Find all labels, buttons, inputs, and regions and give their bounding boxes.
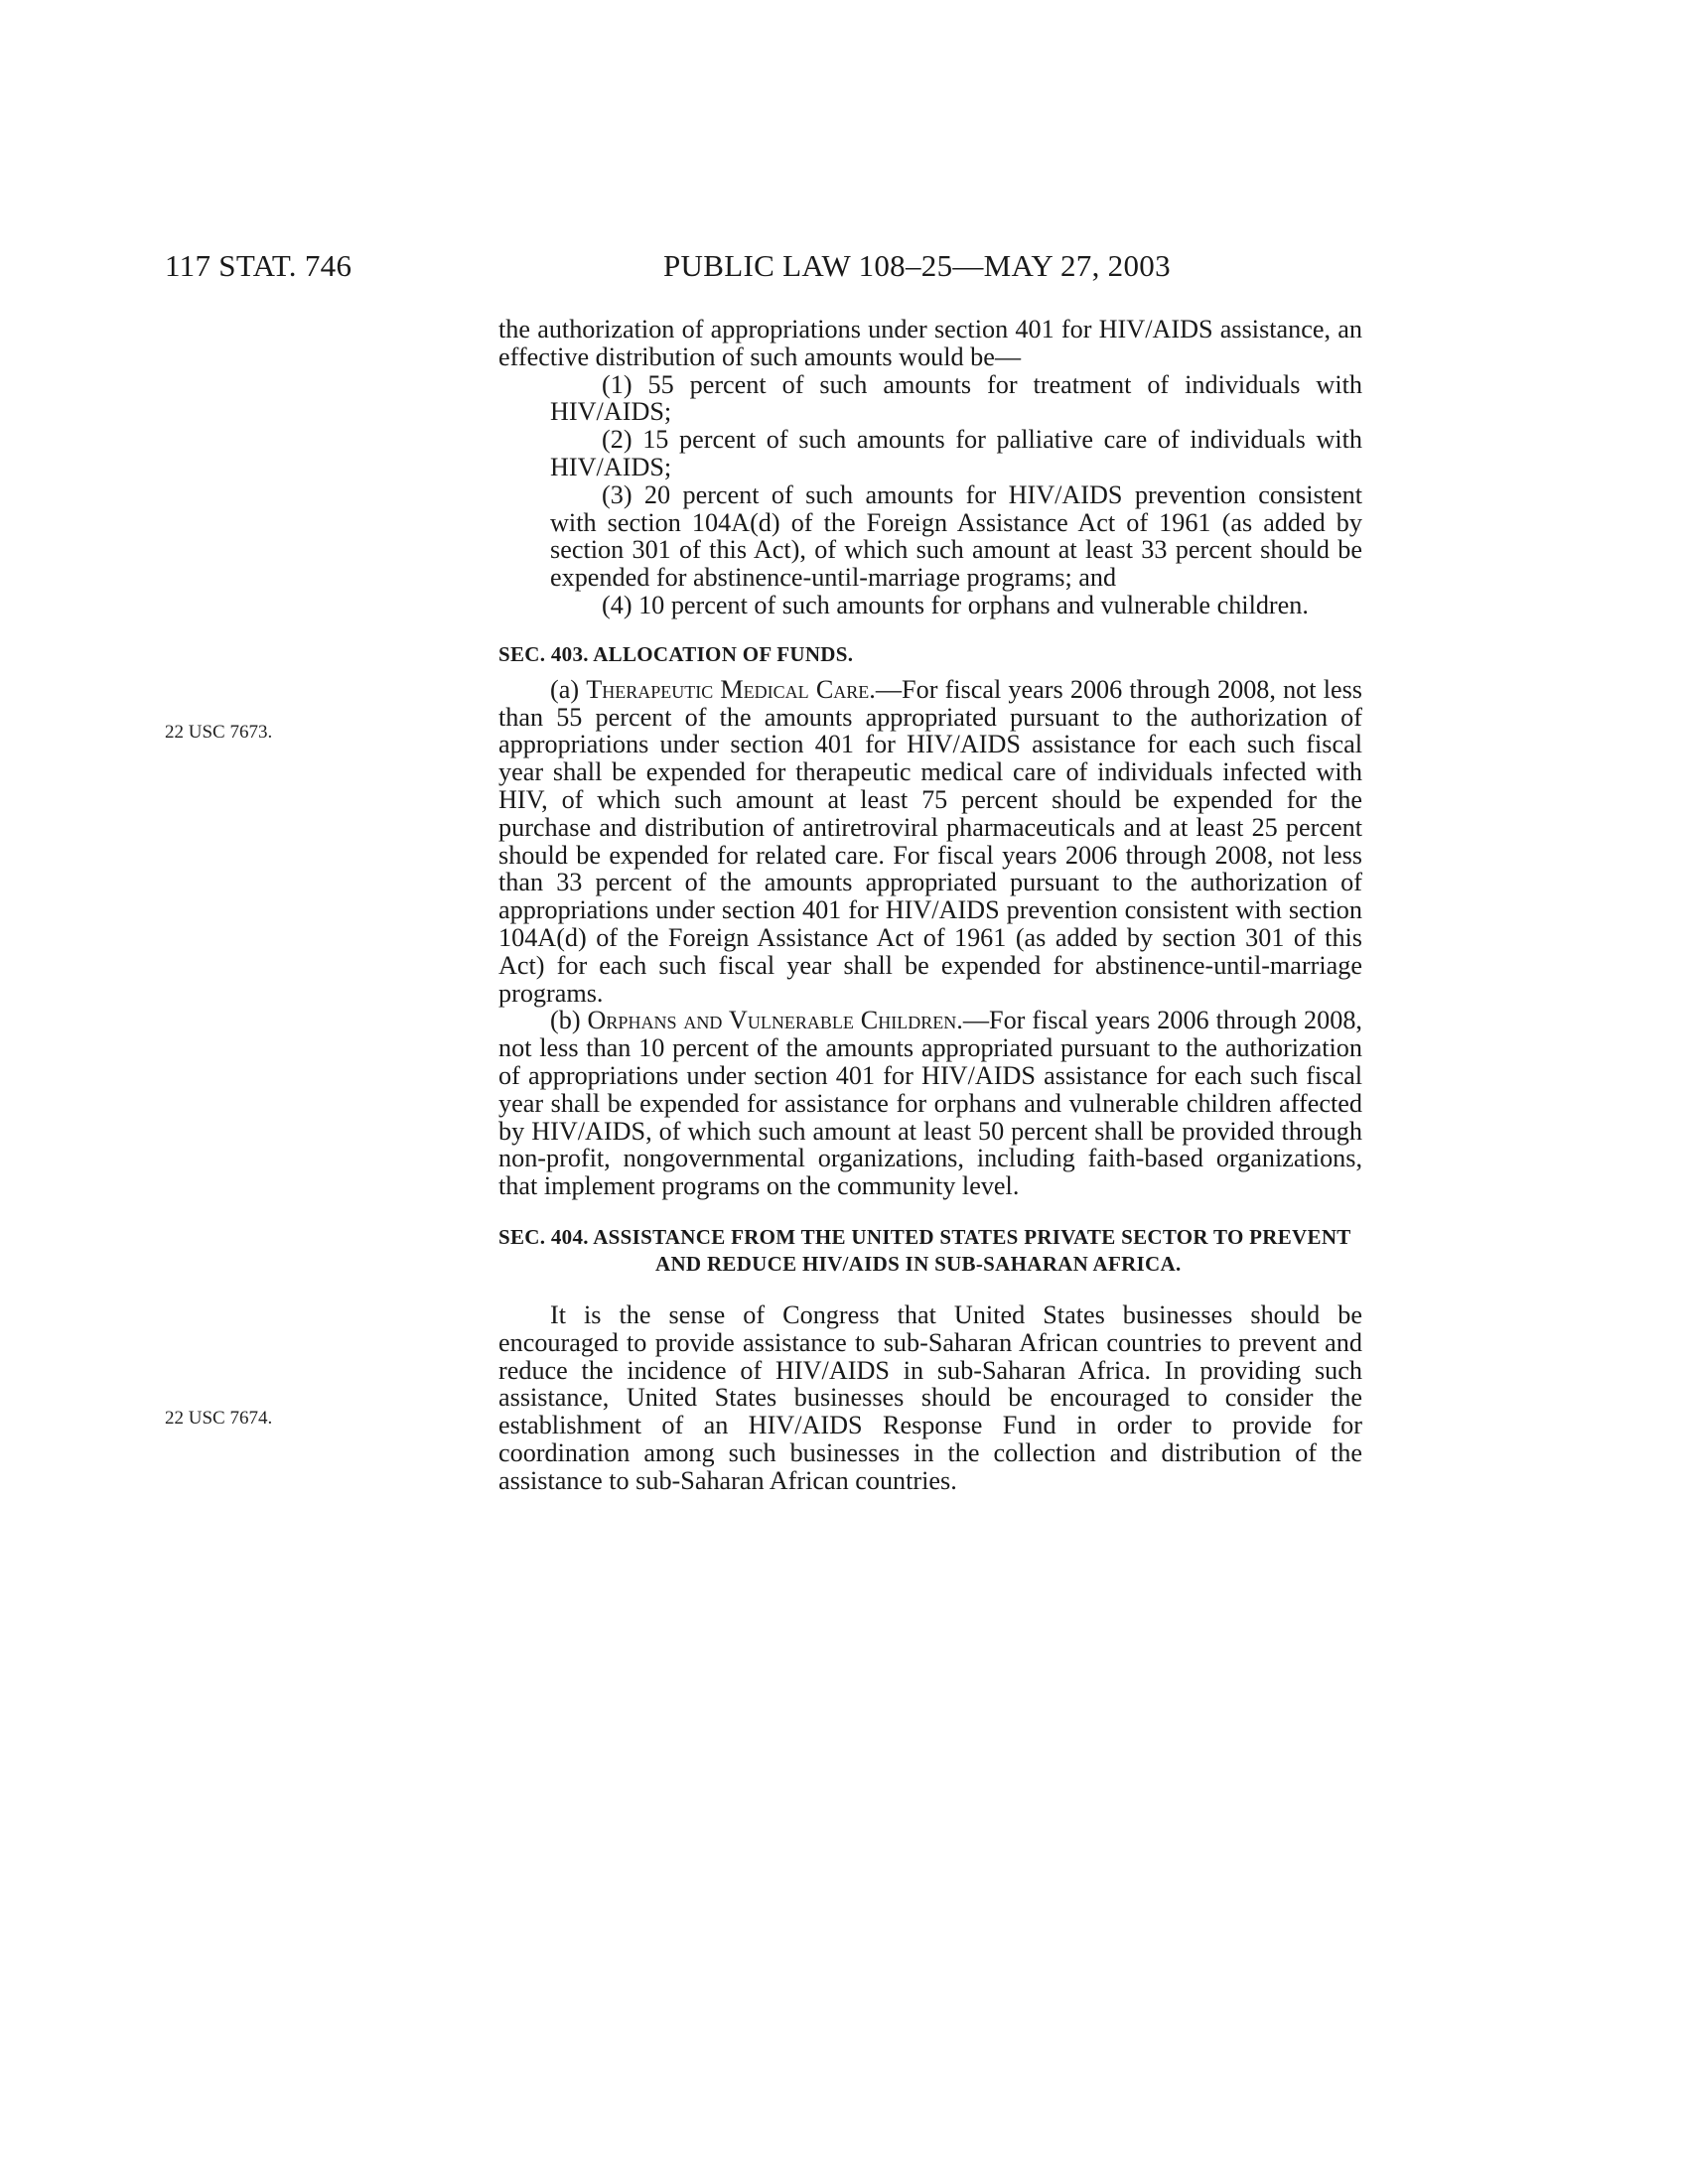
subsection-b-label: (b) <box>550 1006 588 1035</box>
subsection-a-text: .—For fiscal years 2006 through 2008, not less than 55 percent of the amounts appropriated pursuant to the authorization of appropriations under section 401 for HIV/AIDS assistance for each such fiscal year shall be expended for therapeutic medical care of individuals infected with HIV, of which such amount at least 75 percent should be expended for the purchase and distribution of antiretroviral pharmaceuticals and at least 25 percent should be expended for related care. For fiscal years 2006 through 2008, not less than 33 percent of the amounts appropriated pursuant to the authorization of appropriations under section 401 for HIV/AIDS prevention consistent with section 104A(d) of the Foreign Assistance Act of 1961 (as added by section 301 of this Act) for each such fiscal year shall be expended for abstinence-until-marriage programs. <box>498 674 1362 1008</box>
section-403-subsection-a <box>498 676 1362 1008</box>
list-item-4: (4) 10 percent of such amounts for orphans and vulnerable children. <box>602 590 1309 619</box>
public-law-title: PUBLIC LAW 108–25—MAY 27, 2003 <box>663 248 1171 283</box>
subsection-b-caption: Orphans and Vulnerable Children <box>587 1006 957 1035</box>
section-404-paragraph: It is the sense of Congress that United States businesses should be encouraged to provide assistance to sub-Saharan African countries to prevent and reduce the incidence of HIV/AIDS in sub-Saharan Africa. In providing such assistance, United States businesses should be encouraged to consider the establishment of an HIV/AIDS Response Fund in order to provide for coordination among such businesses in the collection and distribution of the assistance to sub-Saharan African countries. <box>498 1299 1362 1495</box>
list-item-2: (2) 15 percent of such amounts for palliative care of individuals with HIV/AIDS; <box>550 425 1362 481</box>
margin-note-sec403: 22 USC 7673. <box>165 722 273 743</box>
subsection-a-caption: Therapeutic Medical Care <box>586 674 870 704</box>
statute-citation: 117 STAT. 746 <box>165 248 352 283</box>
intro-paragraph: the authorization of appropriations under section 401 for HIV/AIDS assistance, an effective distribution of such amounts would be— <box>498 315 1362 371</box>
list-item-3: (3) 20 percent of such amounts for HIV/AIDS prevention consistent with section 104A(d) of the Foreign Assistance Act of 1961 (as added by section 301 of this Act), of which such amount at least 33 percent should be expended for abstinence-until-marriage programs; and <box>550 479 1362 593</box>
subsection-a-label: (a) <box>550 674 587 704</box>
section-404-heading <box>498 1224 1362 1278</box>
main-text-column <box>498 316 1362 1494</box>
subsection-b-text: .—For fiscal years 2006 through 2008, not less than 10 percent of the amounts appropriated pursuant to the authorization of appropriations under section 401 for HIV/AIDS assistance for each such fiscal year shall be expended for assistance for orphans and vulnerable children affected by HIV/AIDS, of which such amount at least 50 percent shall be provided through non-profit, nongovernmental organizations, including faith-based organizations, that implement programs on the community level. <box>498 1006 1362 1201</box>
section-404-heading-text: SEC. 404. ASSISTANCE FROM THE UNITED STATES PRIVATE SECTOR TO PREVENT AND REDUCE HIV/AIDS IN SUB-SAHARAN AFRICA. <box>498 1224 1351 1276</box>
page-header <box>0 248 1688 288</box>
list-item-1: (1) 55 percent of such amounts for treatment of individuals with HIV/AIDS; <box>550 369 1362 427</box>
margin-note-sec404: 22 USC 7674. <box>165 1408 273 1429</box>
section-403-heading: SEC. 403. ALLOCATION OF FUNDS. <box>498 641 854 666</box>
section-403-subsection-b <box>498 1007 1362 1200</box>
